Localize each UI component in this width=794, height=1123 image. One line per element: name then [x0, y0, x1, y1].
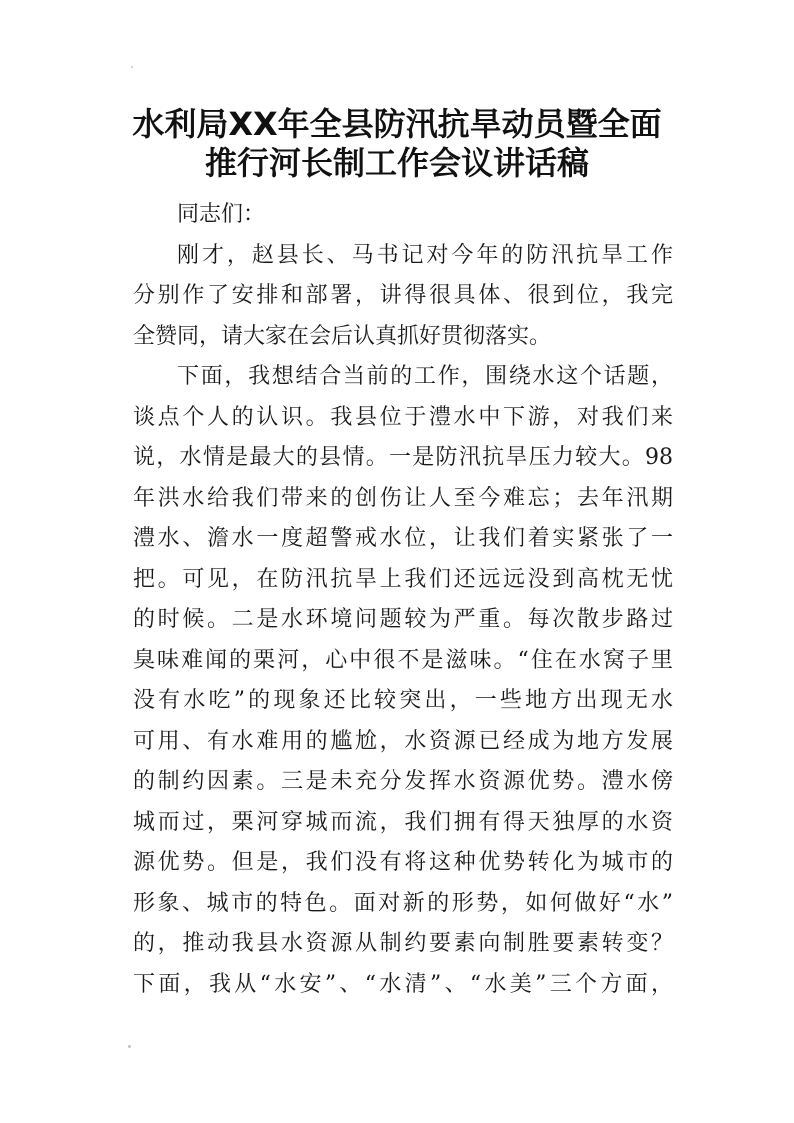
paragraph-2-line: 年洪水给我们带来的创伤让人至今难忘；去年汛期	[133, 485, 673, 511]
document-title-line-1: 水利局XX年全县防汛抗旱动员暨全面	[132, 105, 662, 143]
paragraph-2-line: 的，推动我县水资源从制约要素向制胜要素转变？	[133, 931, 673, 956]
document-title-line-2: 推行河长制工作会议讲话稿	[204, 144, 589, 182]
paragraph-2-line: 城而过，栗河穿城而流，我们拥有得天独厚的水资	[133, 809, 673, 835]
paragraph-2-line: 的时候。二是水环境问题较为严重。每次散步路过	[133, 607, 673, 632]
paragraph-2-line: 臭味难闻的栗河，心中很不是滋味。“住在水窝子里	[133, 647, 673, 673]
paragraph-2-line: 下面，我从“水安”、“水清”、“水美”三个方面，	[133, 971, 673, 997]
paragraph-1-line: 全赞同，请大家在会后认真抓好贯彻落实。	[133, 323, 552, 349]
paragraph-2-line: 的制约因素。三是未充分发挥水资源优势。澧水傍	[133, 769, 673, 794]
paragraph-2-line: 源优势。但是，我们没有将这种优势转化为城市的	[133, 850, 673, 875]
scan-speck	[128, 1045, 131, 1048]
paragraph-2-line: 说，水情是最大的县情。一是防汛抗旱压力较大。98	[133, 445, 673, 470]
paragraph-1-line: 刚才，赵县长、马书记对今年的防汛抗旱工作	[177, 242, 673, 268]
paragraph-2-line: 可用、有水难用的尴尬，水资源已经成为地方发展	[133, 728, 673, 754]
paragraph-2-line: 把。可见，在防汛抗旱上我们还远远没到高枕无忧	[133, 566, 673, 592]
paragraph-2-line: 谈点个人的认识。我县位于澧水中下游，对我们来	[133, 404, 673, 430]
paragraph-1-line: 分别作了安排和部署，讲得很具体、很到位，我完	[133, 283, 673, 308]
greeting: 同志们：	[177, 202, 266, 227]
paragraph-2-line: 澧水、澹水一度超警戒水位，让我们着实紧张了一	[133, 526, 673, 551]
paragraph-2-line: 下面，我想结合当前的工作，围绕水这个话题，	[177, 364, 673, 389]
scan-speck	[131, 66, 133, 68]
paragraph-2-line: 形象、城市的特色。面对新的形势，如何做好“水”	[133, 890, 673, 916]
paragraph-2-line: 没有水吃”的现象还比较突出，一些地方出现无水	[133, 688, 673, 713]
document-body	[133, 195, 673, 1005]
